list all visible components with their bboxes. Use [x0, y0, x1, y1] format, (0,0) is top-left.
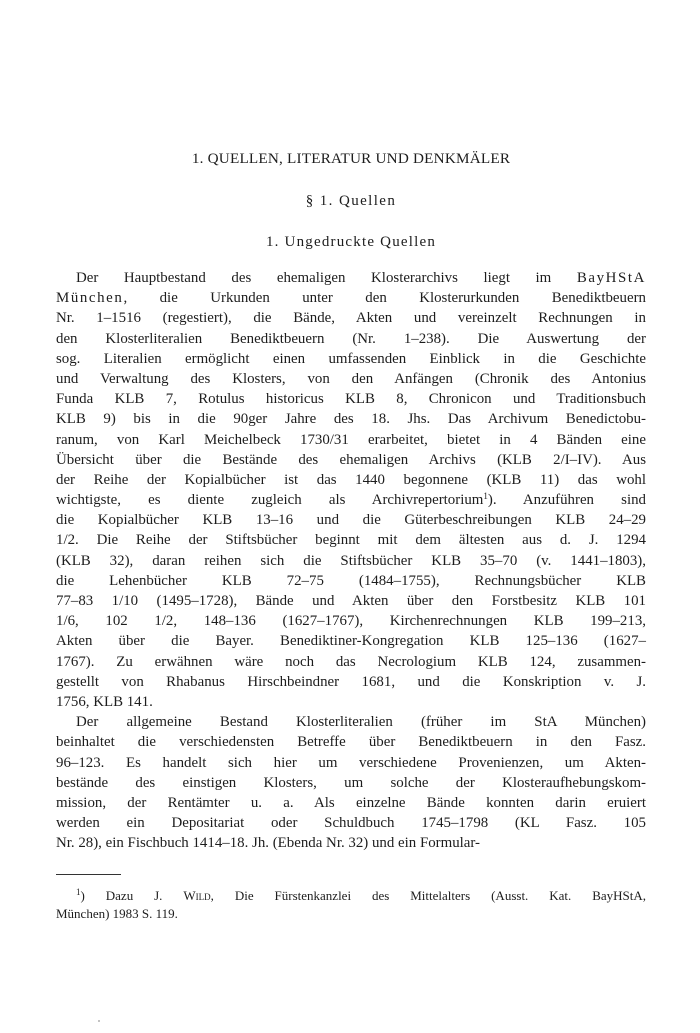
text-line: und Verwaltung des Klosters, von den Anfängen (Chronik des Antonius	[56, 370, 646, 387]
text-line: 96–123. Es handelt sich hier um verschiedene Provenienzen, um Akten-	[56, 754, 646, 771]
chapter-title: 1. QUELLEN, LITERATUR UND DENKMÄLER	[191, 150, 511, 167]
text-line: wichtigste, es diente zugleich als Archivrepertorium$^1$). Anzuführen sind	[56, 491, 646, 509]
footnote-rule	[56, 874, 121, 875]
text-line: KLB 9) bis in die 90ger Jahre des 18. Jhs. Das Archivum Benedictobu-	[56, 411, 646, 428]
text-line: Der Hauptbestand des ehemaligen Klosterarchivs liegt im BayHStA	[76, 270, 646, 286]
text-line: 1756, KLB 141.	[56, 693, 153, 710]
text-line: München, die Urkunden unter den Klosterurkunden Benediktbeuern	[56, 290, 646, 307]
footnote-line: München) 1983 S. 119.	[56, 906, 178, 921]
text-line: den Klosterliteralien Benediktbeuern (Nr. 1–238). Die Auswertung der	[56, 330, 646, 347]
text-line: Übersicht über die Bestände des ehemaligen Archivs (KLB 2/I–IV). Aus	[56, 451, 646, 468]
text-line: 1767). Zu erwähnen wäre noch das Necrologium KLB 124, zusammen-	[56, 653, 646, 670]
footnote-line: $^1$) Dazu J. Wild, Die Fürstenkanzlei des Mittelalters (Ausst. Kat. BayHStA,	[76, 887, 646, 903]
text-line: mission, der Rentämter u. a. Als einzelne Bände konnten darin eruiert	[56, 794, 646, 811]
footnote-marker: 1	[76, 887, 81, 897]
text-line: werden ein Depositariat oder Schuldbuch 1745–1798 (KL Fasz. 105	[56, 815, 646, 832]
body-text	[56, 268, 646, 853]
spaced-term: BayHStA	[576, 270, 646, 286]
text-line: Akten über die Bayer. Benediktiner-Kongregation KLB 125–136 (1627–	[56, 633, 646, 650]
text-line: beinhaltet die verschiedensten Betreffe über Benediktbeuern in den Fasz.	[56, 734, 646, 751]
spaced-term: München	[56, 290, 124, 307]
text-line: die Kopialbücher KLB 13–16 und die Güterbeschreibungen KLB 24–29	[56, 512, 646, 529]
text-line: 1/6, 102 1/2, 148–136 (1627–1767), Kirchenrechnungen KLB 199–213,	[56, 613, 646, 630]
section-title: § 1. Quellen	[305, 193, 397, 209]
subsection-title: 1. Ungedruckte Quellen	[265, 234, 437, 250]
footnote-ref[interactable]: 1	[483, 491, 488, 502]
paragraph-2	[56, 712, 646, 853]
text-line: der Reihe der Kopialbücher ist das 1440 begonnene (KLB 11) das wohl	[56, 471, 646, 488]
text-line: gestellt von Rhabanus Hirschbeindner 1681, und die Konskription v. J.	[56, 673, 646, 690]
text-line: bestände des einstigen Klosters, um solche der Klosteraufhebungskom-	[56, 774, 646, 791]
scan-speck	[98, 1020, 100, 1022]
text-line: Der allgemeine Bestand Klosterliteralien (früher im StA München)	[76, 714, 646, 731]
text-line: sog. Literalien ermöglicht einen umfassenden Einblick in die Geschichte	[56, 350, 646, 367]
paragraph-1	[56, 268, 646, 712]
text-line: Funda KLB 7, Rotulus historicus KLB 8, Chronicon und Traditionsbuch	[56, 391, 646, 408]
text-line: die Lehenbücher KLB 72–75 (1484–1755), Rechnungsbücher KLB	[56, 572, 646, 589]
text-line: (KLB 32), daran reihen sich die Stiftsbücher KLB 35–70 (v. 1441–1803),	[56, 552, 646, 569]
text-line: Nr. 1–1516 (regestiert), die Bände, Akten und vereinzelt Rechnungen in	[56, 310, 646, 327]
footnote	[56, 887, 646, 923]
text-line: ranum, von Karl Meichelbeck 1730/31 erarbeitet, bietet in 4 Bänden eine	[56, 431, 646, 448]
text-line: Nr. 28), ein Fischbuch 1414–18. Jh. (Ebenda Nr. 32) und ein Formular-	[56, 835, 481, 852]
footnote-author: Wild	[183, 888, 211, 903]
text-line: 77–83 1/10 (1495–1728), Bände und Akten über den Forstbesitz KLB 101	[56, 593, 646, 609]
text-line: 1/2. Die Reihe der Stiftsbücher beginnt mit dem ältesten aus d. J. 1294	[56, 532, 646, 549]
